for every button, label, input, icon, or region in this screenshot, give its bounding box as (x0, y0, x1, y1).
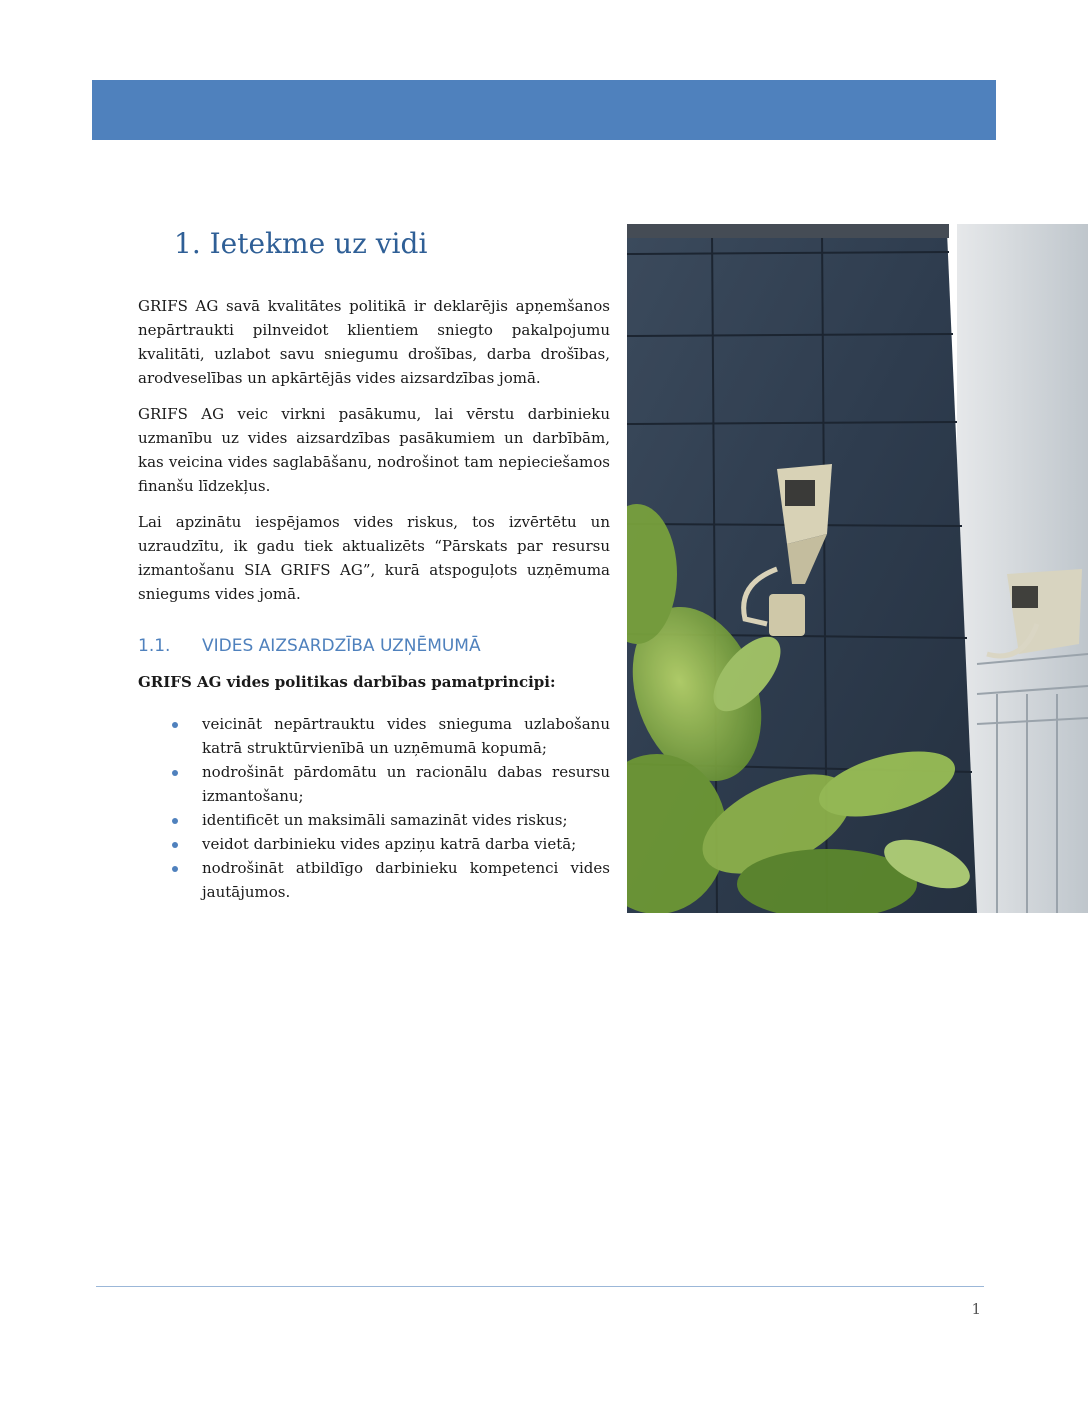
principles-list (138, 712, 610, 904)
paragraph: GRIFS AG veic virkni pasākumu, lai vērstu darbinieku uzmanību uz vides aizsardzības pasākumiem un darbībām, kas veicina vides saglabāšanu, nodrošinot tam nepieciešamos finanšu līdzekļus. (138, 405, 610, 495)
section-heading: 1. Ietekme uz vidi (174, 227, 428, 260)
bullet-icon (172, 818, 178, 824)
main-text (138, 222, 610, 904)
bullet-icon (172, 722, 178, 728)
list-item: identificēt un maksimāli samazināt vides riskus; (138, 808, 610, 832)
page-number: 1 (971, 1300, 981, 1318)
bullet-icon (172, 866, 178, 872)
list-item: veicināt nepārtrauktu vides snieguma uzlabošanu katrā struktūrvienībā un uzņēmumā kopumā; (138, 712, 610, 760)
subsection-title: VIDES AIZSARDZĪBA UZŅĒMUMĀ (202, 636, 481, 656)
bullet-icon (172, 770, 178, 776)
principles-title: GRIFS AG vides politikas darbības pamatprincipi: (138, 673, 556, 691)
security-camera-photo (627, 224, 1088, 913)
list-item: nodrošināt pārdomātu un racionālu dabas resursu izmantošanu; (138, 760, 610, 808)
footer-divider (96, 1286, 984, 1287)
paragraph: GRIFS AG savā kvalitātes politikā ir deklarējis apņemšanos nepārtraukti pilnveidot klientiem sniegto pakalpojumu kvalitāti, uzlabot savu sniegumu drošības, darba drošības, arodveselības un apkārtējās vides aizsardzības jomā. (138, 297, 610, 387)
subsection-number: 1.1. (138, 636, 171, 656)
bullet-icon (172, 842, 178, 848)
header-bar (92, 80, 996, 140)
paragraph: Lai apzinātu iespējamos vides riskus, tos izvērtētu un uzraudzītu, ik gadu tiek aktualizēts “Pārskats par resursu izmantošanu SIA GRIFS AG”, kurā atspoguļots uzņēmuma sniegums vides jomā. (138, 513, 610, 603)
list-item: veidot darbinieku vides apziņu katrā darba vietā; (138, 832, 610, 856)
list-item: nodrošināt atbildīgo darbinieku kompetenci vides jautājumos. (138, 856, 610, 904)
subsection-heading (138, 636, 610, 656)
